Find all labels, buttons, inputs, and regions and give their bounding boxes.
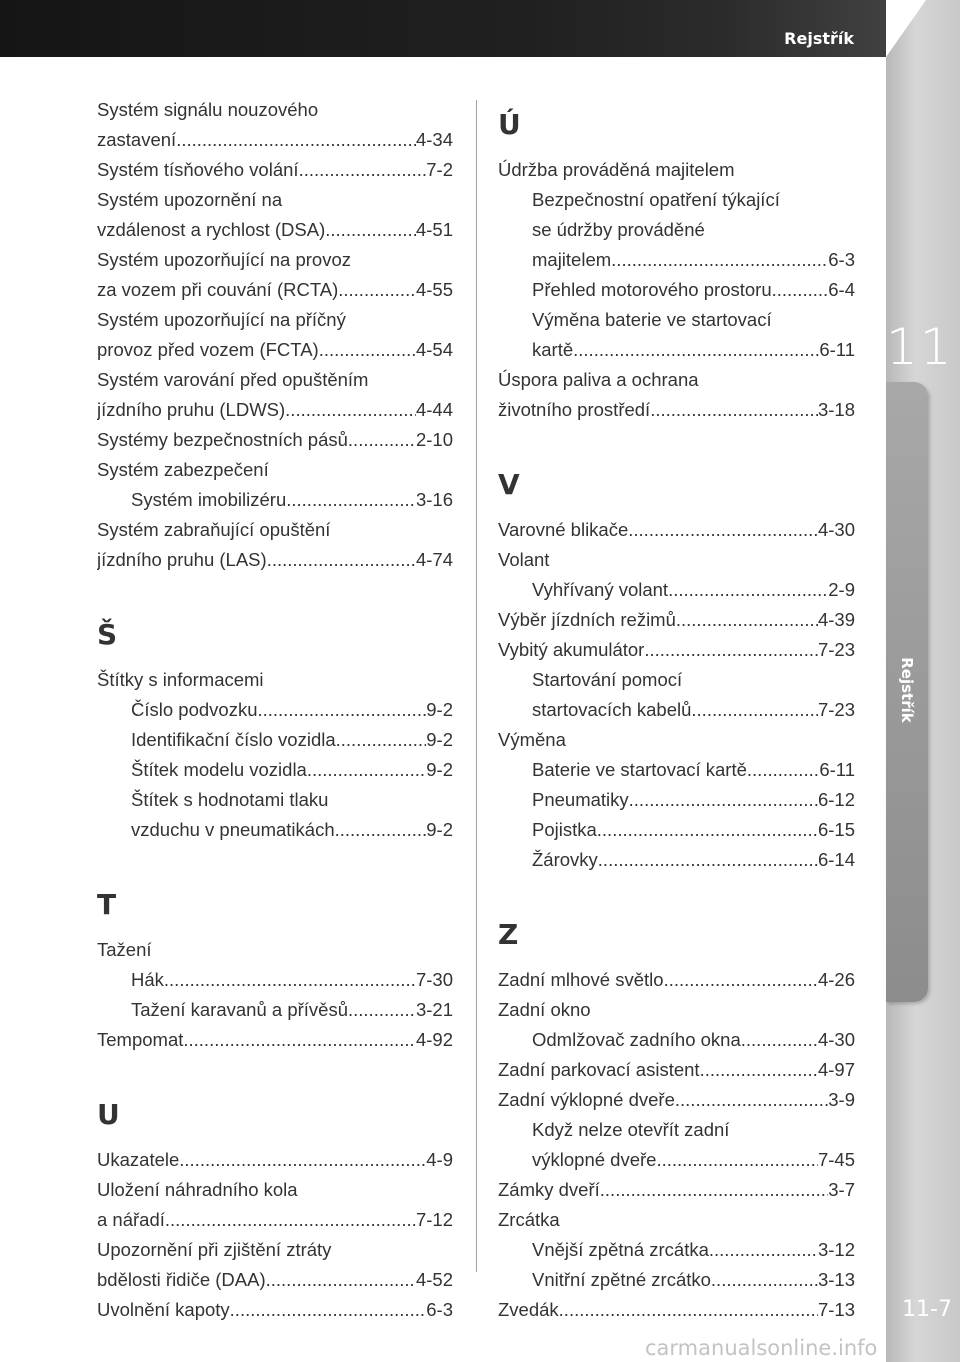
index-entry-text: Zadní okno [498, 999, 591, 1020]
dot-leader [230, 1295, 427, 1325]
index-subentry-text: Výměna baterie ve startovací [532, 309, 772, 330]
dot-leader [179, 1145, 426, 1175]
section-spacer [97, 1055, 453, 1085]
index-entry [498, 635, 855, 665]
dot-leader [183, 1025, 416, 1055]
entry-text: Hák [131, 969, 164, 990]
chapter-tab-label: Rejstřík [898, 657, 916, 723]
page-reference: 6-14 [817, 849, 855, 870]
page-reference: 3-12 [817, 1239, 855, 1260]
dot-leader [335, 815, 427, 845]
index-entry [97, 155, 453, 185]
index-entry [498, 1085, 855, 1115]
page-reference: 3-16 [415, 489, 453, 510]
entry-text: Zvedák [498, 1299, 559, 1320]
index-entry-text: Tažení [97, 939, 152, 960]
dot-leader [676, 605, 818, 635]
watermark: carmanualsonline.info [645, 1336, 878, 1360]
page-reference: 7-23 [817, 639, 855, 660]
entry-text: za vozem při couvání (RCTA) [97, 279, 339, 300]
dot-leader [165, 1205, 416, 1235]
page-reference: 4-9 [426, 1149, 453, 1170]
section-spacer [97, 575, 453, 605]
page-reference: 6-15 [817, 819, 855, 840]
page-reference: 6-3 [828, 249, 855, 270]
entry-text: Odmlžovač zadního okna [532, 1029, 741, 1050]
index-subentry-text: Když nelze otevřít zadní [532, 1119, 730, 1140]
index-entry-text: Výměna [498, 729, 566, 750]
entry-text: provoz před vozem (FCTA) [97, 339, 319, 360]
index-subentry [498, 245, 855, 275]
index-column-right [498, 95, 855, 1325]
dot-leader [650, 395, 818, 425]
dot-leader [266, 1265, 416, 1295]
dot-leader [299, 155, 427, 185]
entry-text: Uvolnění kapoty [97, 1299, 230, 1320]
index-subentry [498, 755, 855, 785]
dot-leader [709, 1235, 818, 1265]
entry-text: Systém tísňového volání [97, 159, 299, 180]
dot-leader [348, 995, 416, 1025]
index-entry [498, 515, 855, 545]
entry-text: zastavení [97, 129, 177, 150]
index-subentry-text: se údržby prováděné [532, 219, 705, 240]
entry-text: Systém imobilizéru [131, 489, 287, 510]
index-entry-text: Zrcátka [498, 1209, 560, 1230]
dot-leader [325, 215, 416, 245]
page-reference: 4-30 [817, 519, 855, 540]
index-entry [97, 545, 453, 575]
index-entry-text: Údržba prováděná majitelem [498, 159, 735, 180]
dot-leader [747, 755, 819, 785]
entry-text: kartě [532, 339, 574, 360]
entry-text: Vyhřívaný volant [532, 579, 669, 600]
page-reference: 4-54 [415, 339, 453, 360]
page-reference: 9-2 [426, 819, 453, 840]
dot-leader [164, 965, 416, 995]
entry-text: Baterie ve startovací kartě [532, 759, 747, 780]
entry-text: Číslo podvozku [131, 699, 258, 720]
index-entry-text: Systém signálu nouzového [97, 99, 319, 120]
dot-leader [628, 515, 818, 545]
page-reference: 6-12 [817, 789, 855, 810]
index-subentry [498, 815, 855, 845]
entry-text: a nářadí [97, 1209, 165, 1230]
index-entry [498, 395, 855, 425]
section-letter: T [97, 888, 117, 921]
entry-text: Výběr jízdních režimů [498, 609, 676, 630]
entry-text: Vnitřní zpětné zrcátko [532, 1269, 711, 1290]
index-subentry [498, 1235, 855, 1265]
index-entry-text: Úspora paliva a ochrana [498, 369, 699, 390]
entry-text: Tažení karavanů a přívěsů [131, 999, 348, 1020]
entry-text: jízdního pruhu (LDWS) [97, 399, 286, 420]
dot-leader [656, 1145, 818, 1175]
index-subentry [498, 695, 855, 725]
entry-text: výklopné dveře [532, 1149, 657, 1170]
index-subentry [498, 785, 855, 815]
page-reference: 7-12 [415, 1209, 453, 1230]
index-entry [97, 215, 453, 245]
header-title: Rejstřík [784, 29, 854, 48]
entry-text: Tempomat [97, 1029, 184, 1050]
section-letter: Z [498, 918, 519, 951]
page-reference: 9-2 [426, 759, 453, 780]
index-entry [498, 1295, 855, 1325]
index-entry [97, 125, 453, 155]
dot-leader [600, 1175, 828, 1205]
entry-text: bdělosti řidiče (DAA) [97, 1269, 266, 1290]
index-subentry [498, 1025, 855, 1055]
index-entry-text: Systém zabraňující opuštění [97, 519, 331, 540]
page-reference: 9-2 [426, 699, 453, 720]
dot-leader [336, 725, 427, 755]
page-reference: 4-39 [817, 609, 855, 630]
page-reference: 3-7 [828, 1179, 855, 1200]
index-entry-text: Systém varování před opuštěním [97, 369, 369, 390]
page-reference: 4-26 [817, 969, 855, 990]
section-spacer [498, 875, 855, 905]
index-entry [498, 1055, 855, 1085]
page-reference: 3-18 [817, 399, 855, 420]
dot-leader [307, 755, 426, 785]
index-entry [97, 1205, 453, 1235]
page-reference: 4-52 [415, 1269, 453, 1290]
dot-leader [629, 785, 818, 815]
column-divider [476, 100, 477, 1272]
entry-text: životního prostředí [498, 399, 651, 420]
index-entry-text: Systém zabezpečení [97, 459, 269, 480]
page-reference: 4-74 [415, 549, 453, 570]
section-spacer [97, 845, 453, 875]
index-subentry [498, 275, 855, 305]
index-subentry-text: Bezpečnostní opatření týkající [532, 189, 780, 210]
index-entry-text: Systém upozorňující na provoz [97, 249, 351, 270]
entry-text: Zadní výklopné dveře [498, 1089, 675, 1110]
index-entry [498, 1175, 855, 1205]
index-subentry [97, 965, 453, 995]
index-subentry [498, 335, 855, 365]
dot-leader [711, 1265, 818, 1295]
entry-text: Vybitý akumulátor [498, 639, 645, 660]
page-reference: 4-44 [415, 399, 453, 420]
index-entry [97, 1295, 453, 1325]
page-reference: 3-21 [415, 999, 453, 1020]
section-letter: V [498, 468, 520, 501]
page-reference: 2-10 [415, 429, 453, 450]
entry-text: Štítek modelu vozidla [131, 759, 307, 780]
index-entry [97, 425, 453, 455]
dot-leader [348, 425, 416, 455]
entry-text: Zámky dveří [498, 1179, 600, 1200]
page-reference: 6-11 [819, 339, 855, 360]
index-entry-text: Upozornění při zjištění ztráty [97, 1239, 332, 1260]
dot-leader [772, 275, 829, 305]
index-subentry [97, 815, 453, 845]
page-reference: 7-2 [426, 159, 453, 180]
page-reference: 6-11 [819, 759, 855, 780]
index-subentry [498, 845, 855, 875]
entry-text: Pojistka [532, 819, 597, 840]
entry-text: startovacích kabelů [532, 699, 692, 720]
entry-text: vzdálenost a rychlost (DSA) [97, 219, 326, 240]
dot-leader [257, 695, 426, 725]
page-reference: 7-13 [817, 1299, 855, 1320]
page-reference: 6-4 [828, 279, 855, 300]
page-reference: 4-97 [817, 1059, 855, 1080]
index-subentry-text: Startování pomocí [532, 669, 683, 690]
index-subentry [97, 695, 453, 725]
index-subentry [97, 485, 453, 515]
entry-text: majitelem [532, 249, 612, 270]
index-entry [97, 395, 453, 425]
entry-text: vzduchu v pneumatikách [131, 819, 335, 840]
page-reference: 7-30 [415, 969, 453, 990]
dot-leader [741, 1025, 818, 1055]
index-entry-text: Štítky s informacemi [97, 669, 264, 690]
index-entry [97, 1265, 453, 1295]
entry-text: Identifikační číslo vozidla [131, 729, 336, 750]
page-reference: 4-34 [415, 129, 453, 150]
entry-text: Systémy bezpečnostních pásů [97, 429, 348, 450]
index-subentry [97, 725, 453, 755]
index-entry [97, 335, 453, 365]
index-subentry [498, 575, 855, 605]
index-entry [498, 965, 855, 995]
sidebar-corner [886, 0, 926, 57]
section-letter: Ú [498, 108, 521, 141]
dot-leader [664, 965, 818, 995]
dot-leader [675, 1085, 828, 1115]
dot-leader [644, 635, 818, 665]
dot-leader [700, 1055, 818, 1085]
entry-text: Zadní mlhové světlo [498, 969, 664, 990]
page-reference: 3-9 [828, 1089, 855, 1110]
dot-leader [573, 335, 819, 365]
dot-leader [597, 815, 818, 845]
section-letter: Š [97, 618, 118, 651]
index-entry-text: Uložení náhradního kola [97, 1179, 298, 1200]
dot-leader [319, 335, 416, 365]
entry-text: Zadní parkovací asistent [498, 1059, 700, 1080]
chapter-number: 11 [886, 318, 954, 376]
dot-leader [559, 1295, 818, 1325]
index-subentry [498, 1265, 855, 1295]
index-entry-text: Systém upozornění na [97, 189, 283, 210]
dot-leader [598, 845, 818, 875]
dot-leader [286, 485, 416, 515]
entry-text: Žárovky [532, 849, 598, 870]
dot-leader [691, 695, 818, 725]
entry-text: Pneumatiky [532, 789, 629, 810]
dot-leader [668, 575, 828, 605]
page-reference: 4-92 [415, 1029, 453, 1050]
dot-leader [176, 125, 416, 155]
page-reference: 7-23 [817, 699, 855, 720]
section-spacer [498, 425, 855, 455]
index-entry [498, 605, 855, 635]
page-reference: 2-9 [828, 579, 855, 600]
entry-text: Vnější zpětná zrcátka [532, 1239, 709, 1260]
dot-leader [611, 245, 828, 275]
index-entry [97, 1145, 453, 1175]
page-reference: 4-55 [415, 279, 453, 300]
index-entry [97, 275, 453, 305]
page-reference: 9-2 [426, 729, 453, 750]
section-letter: U [97, 1098, 120, 1131]
page-reference: 3-13 [817, 1269, 855, 1290]
index-subentry [97, 755, 453, 785]
page-reference: 7-45 [817, 1149, 855, 1170]
dot-leader [267, 545, 416, 575]
index-subentry [498, 1145, 855, 1175]
index-entry [97, 1025, 453, 1055]
index-column-left [97, 95, 453, 1325]
page-number: 11-7 [902, 1297, 952, 1322]
dot-leader [285, 395, 416, 425]
dot-leader [338, 275, 416, 305]
index-entry-text: Systém upozorňující na příčný [97, 309, 346, 330]
entry-text: Varovné blikače [498, 519, 629, 540]
index-subentry-text: Štítek s hodnotami tlaku [131, 789, 329, 810]
page-reference: 4-30 [817, 1029, 855, 1050]
page-reference: 4-51 [415, 219, 453, 240]
entry-text: jízdního pruhu (LAS) [97, 549, 267, 570]
index-subentry [97, 995, 453, 1025]
index-entry-text: Volant [498, 549, 550, 570]
entry-text: Ukazatele [97, 1149, 180, 1170]
page-reference: 6-3 [426, 1299, 453, 1320]
entry-text: Přehled motorového prostoru [532, 279, 772, 300]
